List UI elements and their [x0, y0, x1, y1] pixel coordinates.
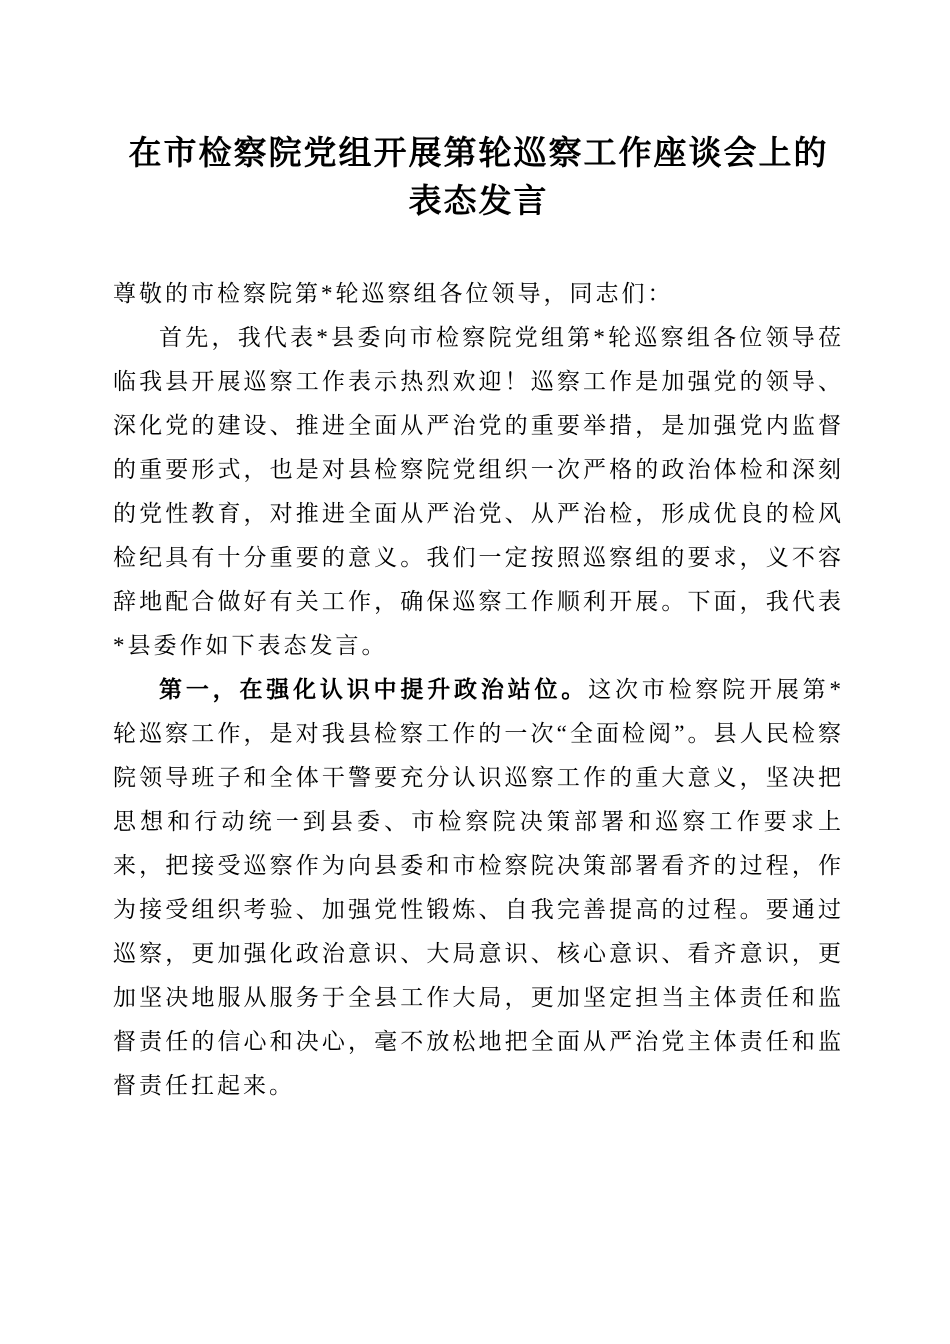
paragraph-point-one-lead: 第一，在强化认识中提升政治站位。	[159, 677, 589, 702]
title-line-1: 在市检察院党组开展第轮巡察工作座谈会上的	[128, 136, 829, 172]
title-line-2: 表态发言	[408, 184, 549, 220]
salutation-line: 尊敬的市检察院第*轮巡察组各位领导，同志们：	[113, 281, 674, 306]
paragraph-point-one	[113, 668, 844, 1108]
paragraph-point-one-body: 这次市检察院开展第*轮巡察工作，是对我县检察工作的一次“全面检阅”。县人民检察院领导班子和全体干警要充分认识巡察工作的重大意义，坚决把思想和行动统一到县委、市检察院决策部署和巡察工作要求上来，把接受巡察作为向县委和市检察院决策部署看齐的过程，作为接受组织考验、加强党性锻炼、自我完善提高的过程。要通过巡察，更加强化政治意识、大局意识、核心意识、看齐意识，更加坚决地服从服务于全县工作大局，更加坚定担当主体责任和监督责任的信心和决心，毫不放松地把全面从严治党主体责任和监督责任扛起来。	[113, 677, 845, 1098]
document-title	[113, 130, 844, 226]
paragraph-opening-welcome: 首先，我代表*县委向市检察院党组第*轮巡察组各位领导莅临我县开展巡察工作表示热烈欢迎！巡察工作是加强党的领导、深化党的建设、推进全面从严治党的重要举措，是加强党内监督的重要形式，也是对县检察院党组织一次严格的政治体检和深刻的党性教育，对推进全面从严治党、从严治检，形成优良的检风检纪具有十分重要的意义。我们一定按照巡察组的要求，义不容辞地配合做好有关工作，确保巡察工作顺利开展。下面，我代表*县委作如下表态发言。	[113, 325, 844, 658]
